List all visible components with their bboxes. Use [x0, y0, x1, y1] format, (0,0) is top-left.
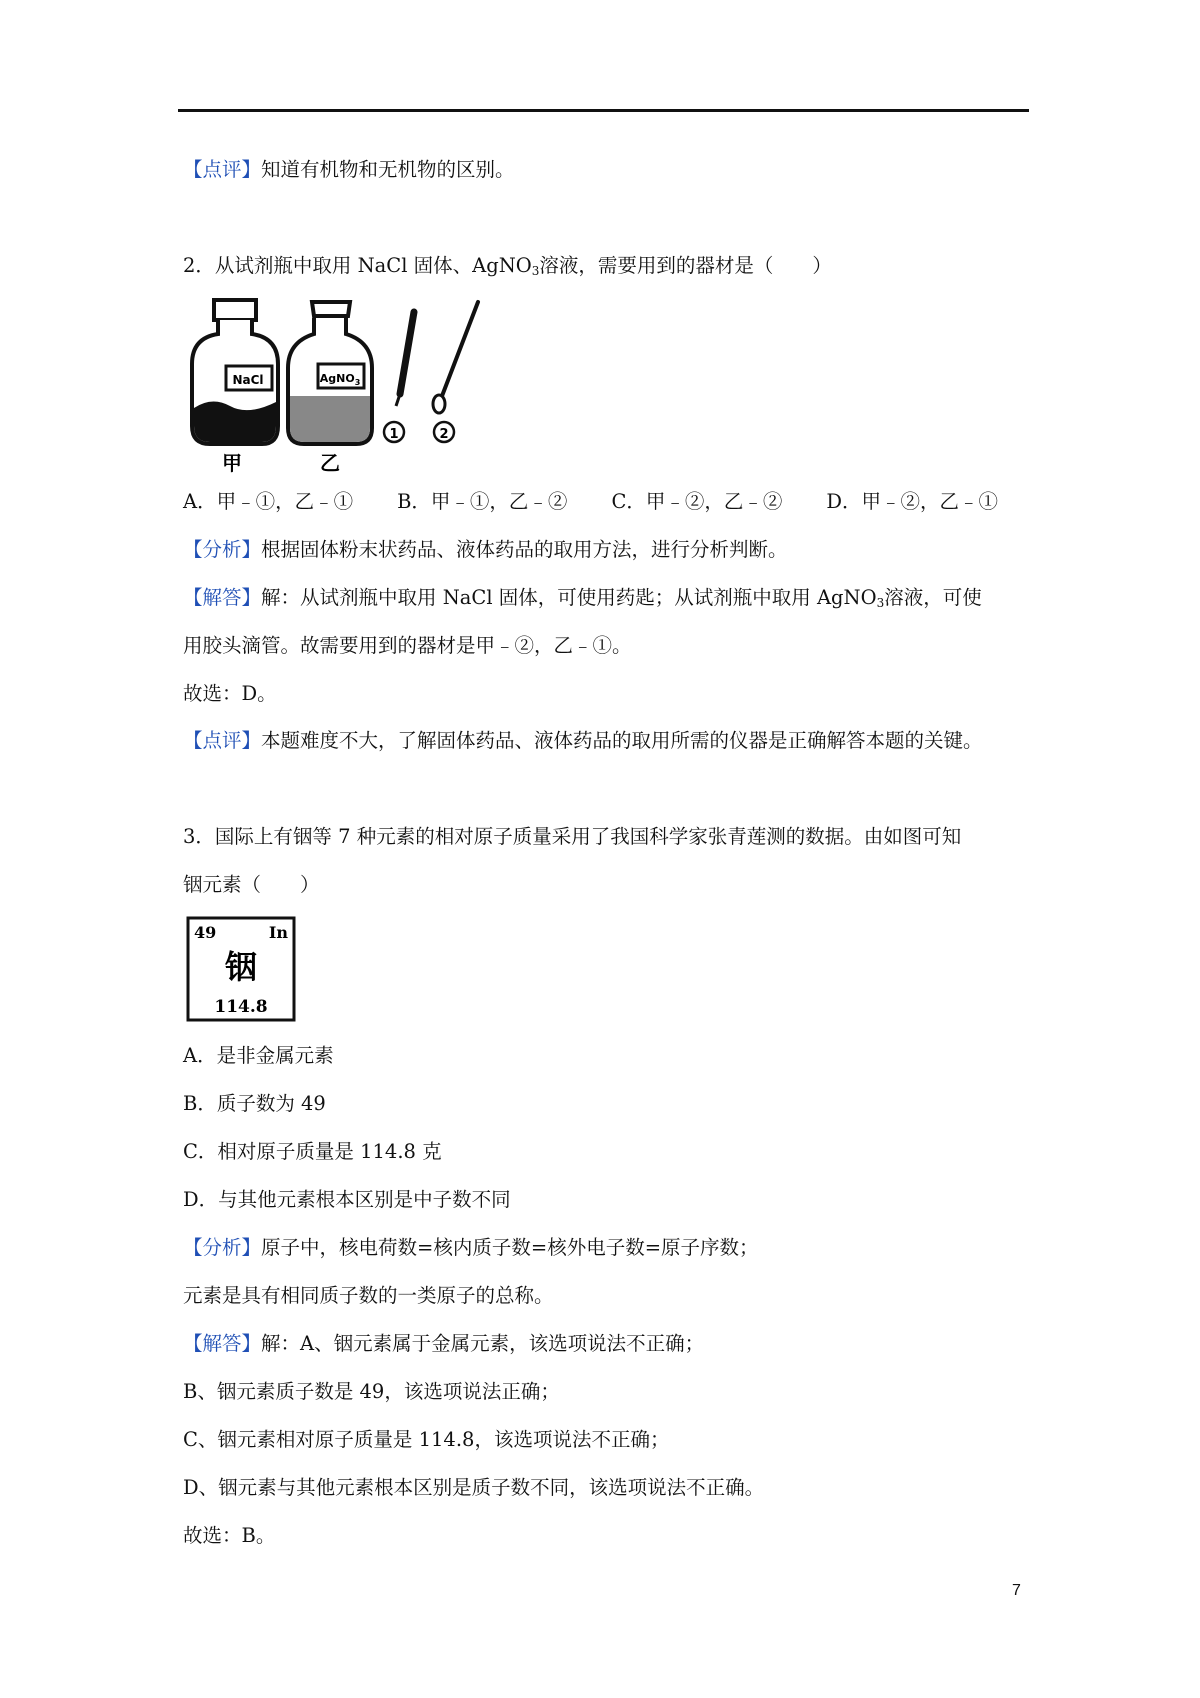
page-number: 7 [1012, 1582, 1021, 1599]
analysis-tag: 【分析】 [183, 1236, 262, 1259]
q2-stem-sub: 3 [531, 264, 540, 278]
answer-text-a: 解：从试剂瓶中取用 NaCl 固体，可使用药匙；从试剂瓶中取用 AgNO [261, 586, 877, 609]
q2-stem-b: 溶液，需要用到的器材是（ ） [539, 254, 832, 277]
bottle-jia-label: NaCl [232, 373, 264, 387]
q3-stem-line2: 铟元素（ ） [183, 873, 320, 896]
q3-answer [183, 1334, 704, 1354]
spoon-icon [433, 302, 478, 413]
review-prev [183, 160, 515, 180]
q2-answer-line2: 用胶头滴管。故需要用到的器材是甲﹣②，乙﹣①。 [183, 634, 632, 657]
element-name: 铟 [224, 948, 258, 986]
q2-review [183, 731, 983, 751]
answer-text-b: 溶液，可使 [884, 586, 982, 609]
q2-option-d[interactable]: D．甲﹣②，乙﹣① [826, 490, 998, 513]
q3-stem-line1: 国际上有铟等 7 种元素的相对原子质量采用了我国科学家张青莲测的数据。由如图可知 [214, 825, 962, 848]
answer-sub: 3 [876, 596, 885, 610]
bottle-jia-name: 甲 [222, 451, 242, 474]
q2-stem-a: 从试剂瓶中取用 NaCl 固体、AgNO [214, 254, 532, 277]
q3-answer-line-b: B、铟元素质子数是 49，该选项说法正确； [183, 1380, 560, 1403]
header-rule [178, 109, 1029, 112]
q3-option-d[interactable]: D．与其他元素根本区别是中子数不同 [183, 1188, 511, 1211]
bottle-yi-label: AgNO$_3$ [319, 372, 361, 387]
analysis-tag: 【分析】 [183, 538, 262, 561]
review-tag: 【点评】 [183, 158, 262, 181]
q3-number: 3． [183, 825, 215, 848]
q3-analysis-line2: 元素是具有相同质子数的一类原子的总称。 [183, 1284, 554, 1307]
review-text: 本题难度不大，了解固体药品、液体药品的取用所需的仪器是正确解答本题的关键。 [261, 729, 983, 752]
q3-option-c[interactable]: C．相对原子质量是 114.8 克 [183, 1140, 442, 1163]
answer-tag: 【解答】 [183, 586, 262, 609]
q3-option-a[interactable]: A．是非金属元素 [183, 1044, 334, 1067]
q2-apparatus-figure [186, 298, 526, 474]
q3-choice: 故选：B。 [183, 1524, 276, 1547]
q3-analysis [183, 1238, 759, 1258]
review-tag: 【点评】 [183, 729, 262, 752]
q2-answer [183, 588, 982, 608]
dropper-icon [396, 312, 414, 406]
q3-stem [183, 827, 961, 847]
q3-answer-line-c: C、铟元素相对原子质量是 114.8，该选项说法不正确； [183, 1428, 670, 1451]
element-number: 49 [194, 923, 217, 942]
element-mass: 114.8 [214, 997, 268, 1017]
q3-answer-line-d: D、铟元素与其他元素根本区别是质子数不同，该选项说法不正确。 [183, 1476, 765, 1499]
q3-option-b[interactable]: B．质子数为 49 [183, 1092, 326, 1115]
bottle-jia-icon [192, 300, 278, 444]
q2-options [183, 492, 1042, 512]
bottle-yi-name: 乙 [320, 451, 340, 474]
element-symbol: In [268, 923, 288, 942]
review-text: 知道有机物和无机物的区别。 [261, 158, 515, 181]
q2-analysis [183, 540, 788, 560]
answer-tag: 【解答】 [183, 1332, 262, 1355]
q2-option-b[interactable]: B．甲﹣①，乙﹣② [397, 490, 568, 513]
answer-text: 解：A、铟元素属于金属元素，该选项说法不正确； [261, 1332, 705, 1355]
q2-stem [183, 256, 832, 276]
q2-number: 2． [183, 254, 215, 277]
dropper-name: 1 [389, 427, 399, 442]
analysis-text: 原子中，核电荷数=核内质子数=核外电子数=原子序数； [261, 1236, 759, 1259]
q2-option-a[interactable]: A．甲﹣①，乙﹣① [183, 490, 354, 513]
spoon-name: 2 [439, 427, 449, 442]
q2-choice: 故选：D。 [183, 682, 277, 705]
element-card [186, 916, 298, 1024]
analysis-text: 根据固体粉末状药品、液体药品的取用方法，进行分析判断。 [261, 538, 788, 561]
q2-option-c[interactable]: C．甲﹣②，乙﹣② [611, 490, 783, 513]
